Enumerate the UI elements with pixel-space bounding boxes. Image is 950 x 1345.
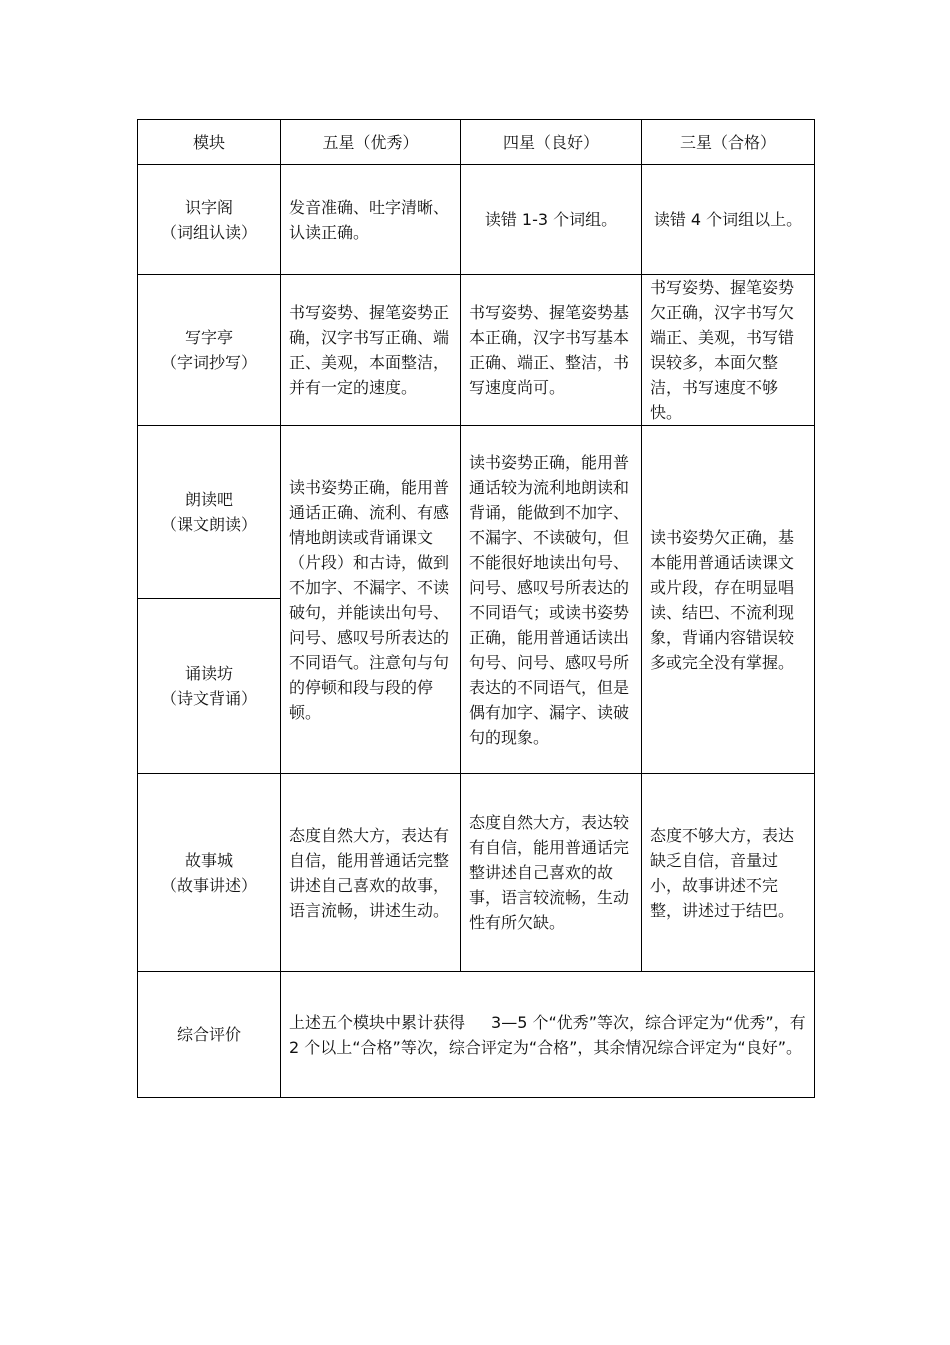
four-star-criteria: 读书姿势正确，能用普通话较为流利地朗读和背诵，能做到不加字、不漏字、不读破句，但不能很好地读出句号、问号、感叹号所表达的不同语气；或读书姿势正确，能用普通话读出句号、问号、感叹号所表达的不同语气，但是偶有加字、漏字、读破句的现象。 — [461, 426, 642, 774]
row-xiezi — [138, 275, 815, 426]
module-name: 写字亭 — [184, 328, 233, 347]
three-star-criteria: 读书姿势欠正确，基本能用普通话读课文或片段，存在明显唱读、结巴、不流利现象，背诵内容错误较多或完全没有掌握。 — [642, 426, 815, 774]
module-subtitle: （故事讲述） — [160, 875, 257, 895]
header-module: 模块 — [138, 120, 281, 165]
module-cell — [138, 426, 281, 599]
evaluation-rubric-table — [137, 119, 815, 1098]
module-subtitle: （词组认读） — [160, 222, 257, 242]
module-cell — [138, 774, 281, 972]
overall-text-part-b: 3—5 个“优秀”等次，综合评定为“优秀”，有 2 个以上“合格”等次，综合评定为“合格”，其余情况综合评定为“良好”。 — [289, 1012, 806, 1057]
four-star-criteria: 书写姿势、握笔姿势基本正确，汉字书写基本正确、端正、整洁，书写速度尚可。 — [461, 275, 642, 426]
module-cell — [138, 165, 281, 275]
four-star-criteria: 态度自然大方，表达较有自信，能用普通话完整讲述自己喜欢的故事，语言较流畅，生动性有所欠缺。 — [461, 774, 642, 972]
three-star-criteria: 书写姿势、握笔姿势欠正确，汉字书写欠端正、美观，书写错误较多，本面欠整洁，书写速度不够快。 — [642, 275, 815, 426]
header-four-star: 四星（良好） — [461, 120, 642, 165]
three-star-criteria: 读错 4 个词组以上。 — [642, 165, 815, 275]
module-name: 故事城 — [184, 850, 233, 870]
header-five-star: 五星（优秀） — [281, 120, 461, 165]
five-star-criteria: 发音准确、吐字清晰、认读正确。 — [281, 165, 461, 275]
module-name: 诵读坊 — [184, 664, 233, 683]
five-star-criteria: 态度自然大方，表达有自信，能用普通话完整讲述自己喜欢的故事，语言流畅，讲述生动。 — [281, 774, 461, 972]
five-star-criteria: 书写姿势、握笔姿势正确，汉字书写正确、端正、美观，本面整洁，并有一定的速度。 — [281, 275, 461, 426]
overall-text-part-a: 上述五个模块中累计获得 — [289, 1012, 466, 1032]
module-cell — [138, 275, 281, 426]
row-langdu — [138, 426, 815, 599]
module-subtitle: （诗文背诵） — [160, 689, 257, 708]
row-gushi — [138, 774, 815, 972]
module-subtitle: （课文朗读） — [160, 515, 257, 534]
module-subtitle: （字词抄写） — [160, 353, 257, 372]
module-name: 识字阁 — [184, 197, 233, 217]
row-zonghe — [138, 972, 815, 1098]
four-star-criteria: 读错 1-3 个词组。 — [461, 165, 642, 275]
overall-evaluation-text — [281, 972, 815, 1098]
module-cell — [138, 599, 281, 774]
module-name: 朗读吧 — [184, 490, 233, 509]
header-three-star: 三星（合格） — [642, 120, 815, 165]
five-star-criteria: 读书姿势正确，能用普通话正确、流利、有感情地朗读或背诵课文（片段）和古诗，做到不加字、不漏字、不读破句，并能读出句号、问号、感叹号所表达的不同语气。注意句与句的停顿和段与段的停顿。 — [281, 426, 461, 774]
header-row — [138, 120, 815, 165]
three-star-criteria: 态度不够大方，表达缺乏自信，音量过小，故事讲述不完整，讲述过于结巴。 — [642, 774, 815, 972]
row-shizige — [138, 165, 815, 275]
module-name: 综合评价 — [138, 972, 281, 1098]
